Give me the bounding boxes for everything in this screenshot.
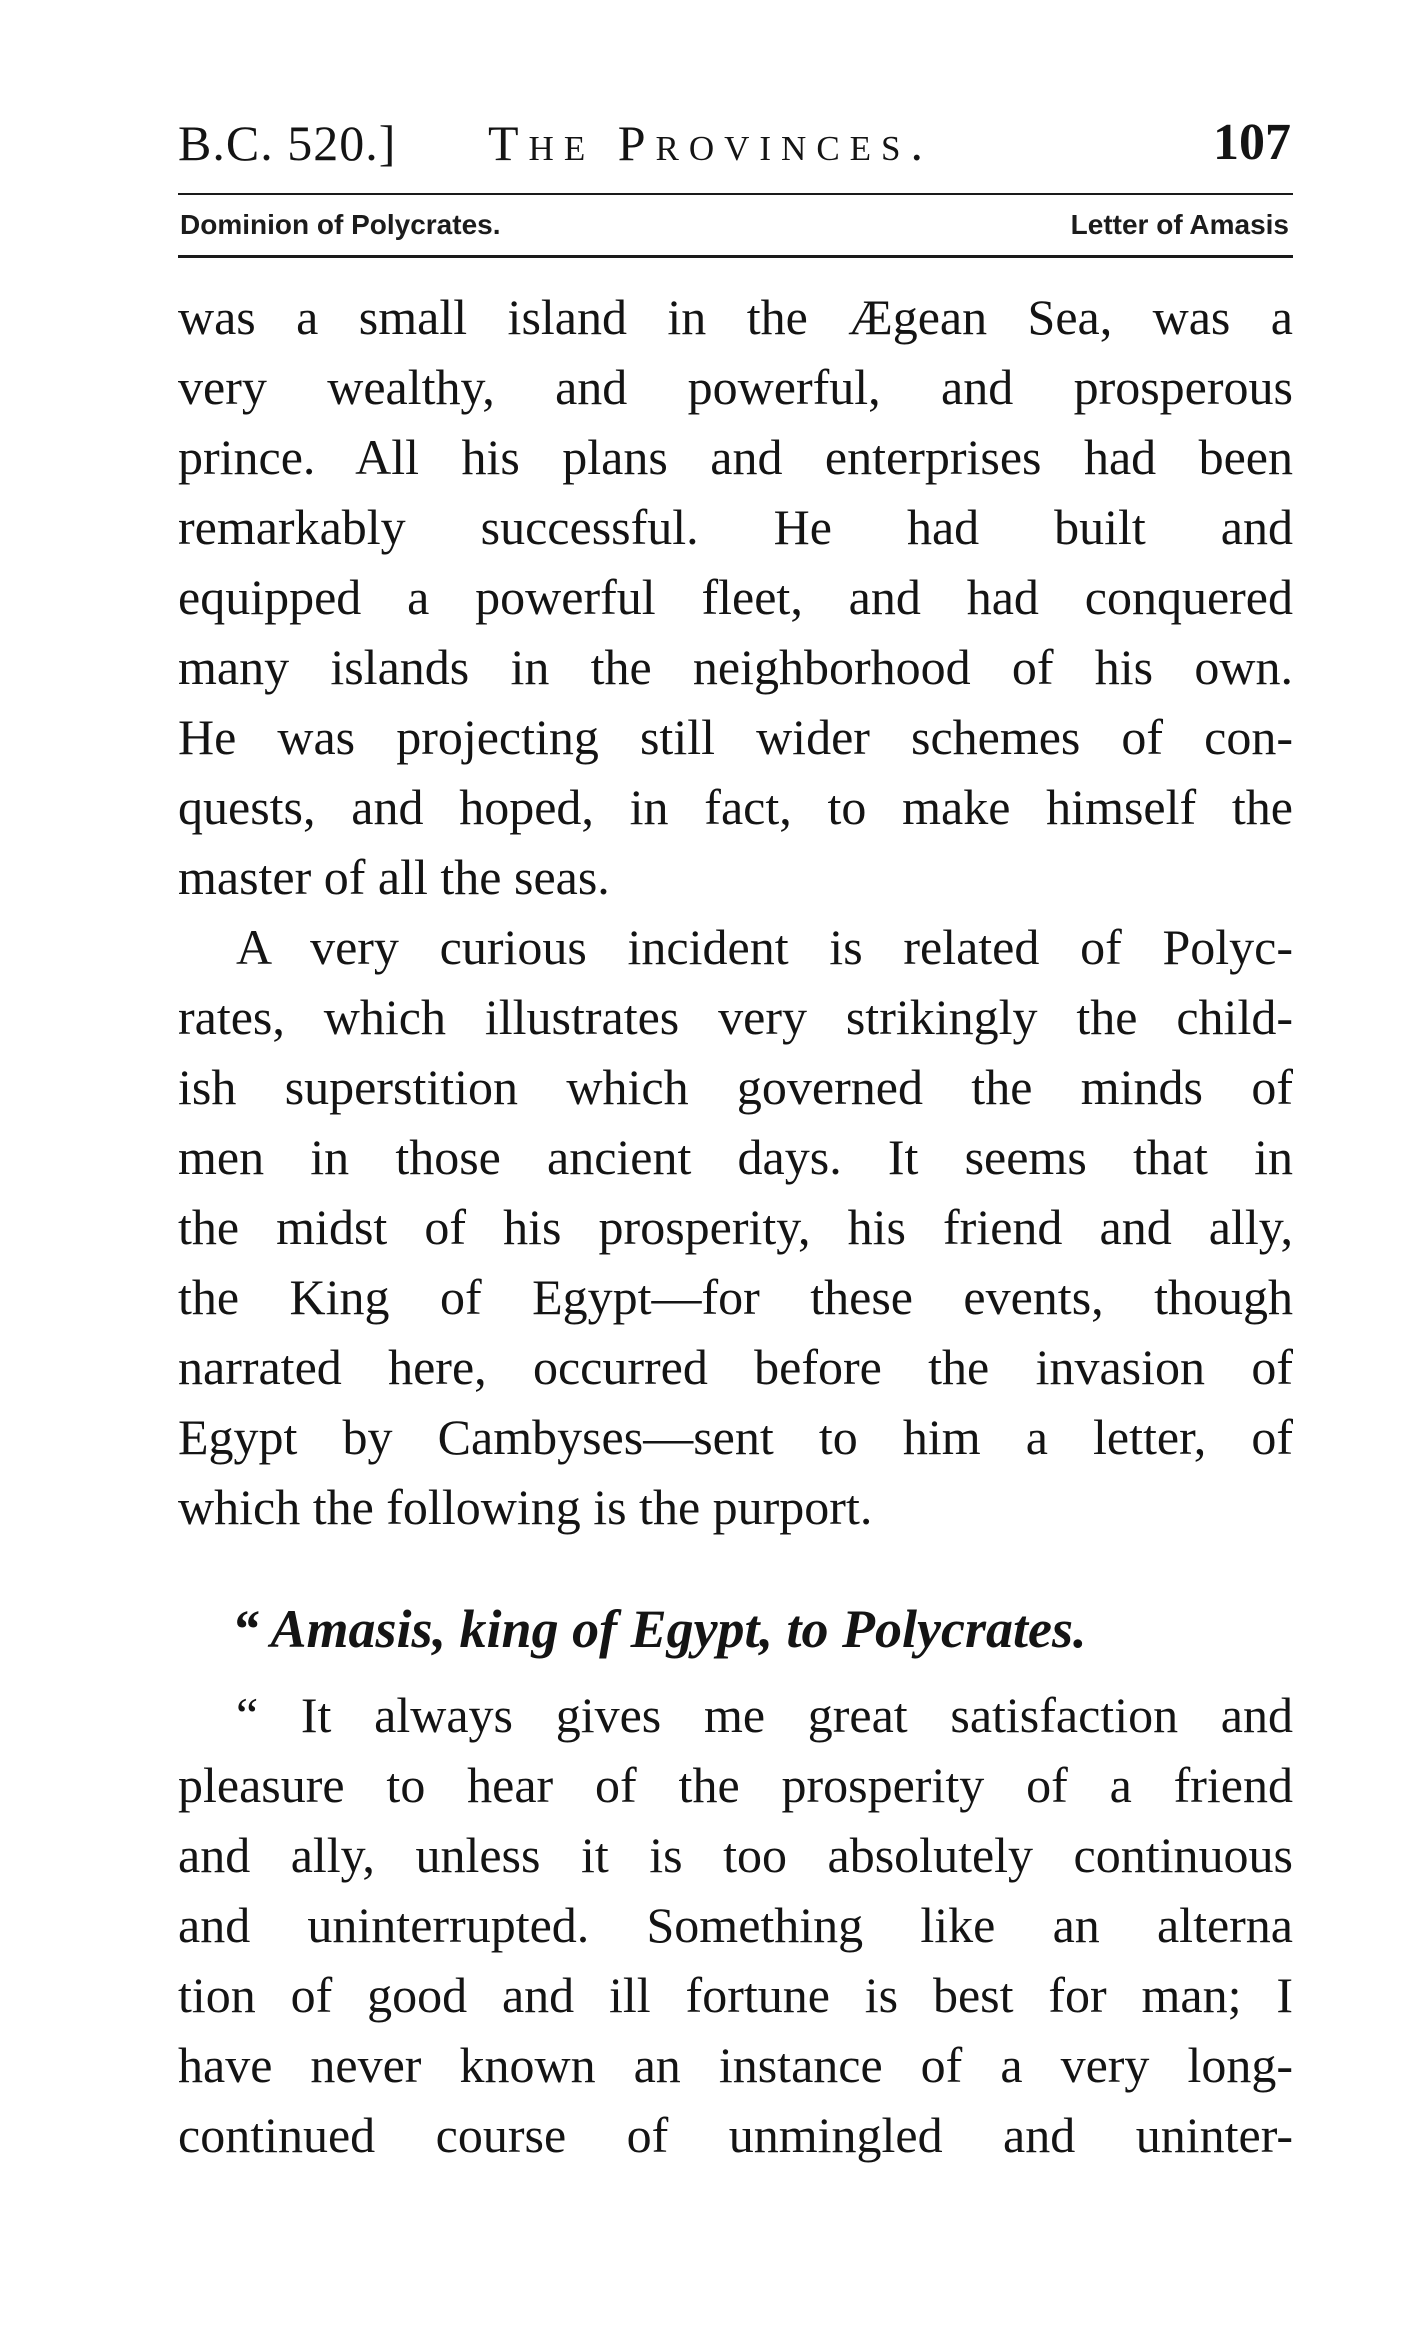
text-line: remarkably successful. He had built and bbox=[178, 499, 1293, 555]
text-line: men in those ancient days. It seems that in bbox=[178, 1129, 1293, 1185]
text-line: master of all the seas. bbox=[178, 849, 610, 905]
text-line: pleasure to hear of the prosperity of a friend bbox=[178, 1757, 1293, 1813]
text-line: the King of Egypt—for these events, though bbox=[178, 1269, 1293, 1325]
text-line: He was projecting still wider schemes of con- bbox=[178, 709, 1293, 765]
letter-heading: “ Amasis, king of Egypt, to Polycrates. bbox=[232, 1599, 1087, 1659]
text-line: and ally, unless it is too absolutely continuous bbox=[178, 1827, 1293, 1883]
text-line: tion of good and ill fortune is best for man; I bbox=[178, 1967, 1293, 2023]
header-rule-bottom bbox=[178, 255, 1293, 258]
text-line: “ It always gives me great satisfaction and bbox=[236, 1687, 1293, 1743]
text-line: which the following is the purport. bbox=[178, 1479, 873, 1535]
side-head-right: Letter of Amasis bbox=[1070, 209, 1289, 240]
text-line: equipped a powerful fleet, and had conquered bbox=[178, 569, 1293, 625]
text-line: have never known an instance of a very long- bbox=[178, 2037, 1293, 2093]
text-line: the midst of his prosperity, his friend and ally, bbox=[178, 1199, 1293, 1255]
text-line: and uninterrupted. Something like an alterna bbox=[178, 1897, 1293, 1953]
header-rule-top bbox=[178, 193, 1293, 195]
paragraph-2 bbox=[178, 912, 1293, 1542]
text-line: prince. All his plans and enterprises had been bbox=[178, 429, 1293, 485]
page-number: 107 bbox=[1213, 114, 1291, 171]
text-line: was a small island in the Ægean Sea, was a bbox=[178, 289, 1293, 345]
letter-paragraph bbox=[178, 1680, 1293, 2170]
text-line: continued course of unmingled and uninter- bbox=[178, 2107, 1293, 2163]
text-line: quests, and hoped, in fact, to make himself the bbox=[178, 779, 1293, 835]
text-line: many islands in the neighborhood of his own. bbox=[178, 639, 1293, 695]
running-head-date: B.C. 520.] bbox=[178, 115, 397, 171]
running-head bbox=[178, 108, 1293, 178]
side-head-left: Dominion of Polycrates. bbox=[180, 209, 501, 240]
running-head-title: The Provinces. bbox=[488, 115, 934, 171]
text-line: very wealthy, and powerful, and prosperous bbox=[178, 359, 1293, 415]
text-line: Egypt by Cambyses—sent to him a letter, of bbox=[178, 1409, 1293, 1465]
text-line: ish superstition which governed the minds of bbox=[178, 1059, 1293, 1115]
text-line: rates, which illustrates very strikingly the child- bbox=[178, 989, 1293, 1045]
side-head bbox=[178, 200, 1293, 250]
paragraph-1 bbox=[178, 282, 1293, 912]
body-text bbox=[178, 282, 1293, 1542]
text-line: narrated here, occurred before the invasion of bbox=[178, 1339, 1293, 1395]
text-line: A very curious incident is related of Polyc- bbox=[236, 919, 1293, 975]
